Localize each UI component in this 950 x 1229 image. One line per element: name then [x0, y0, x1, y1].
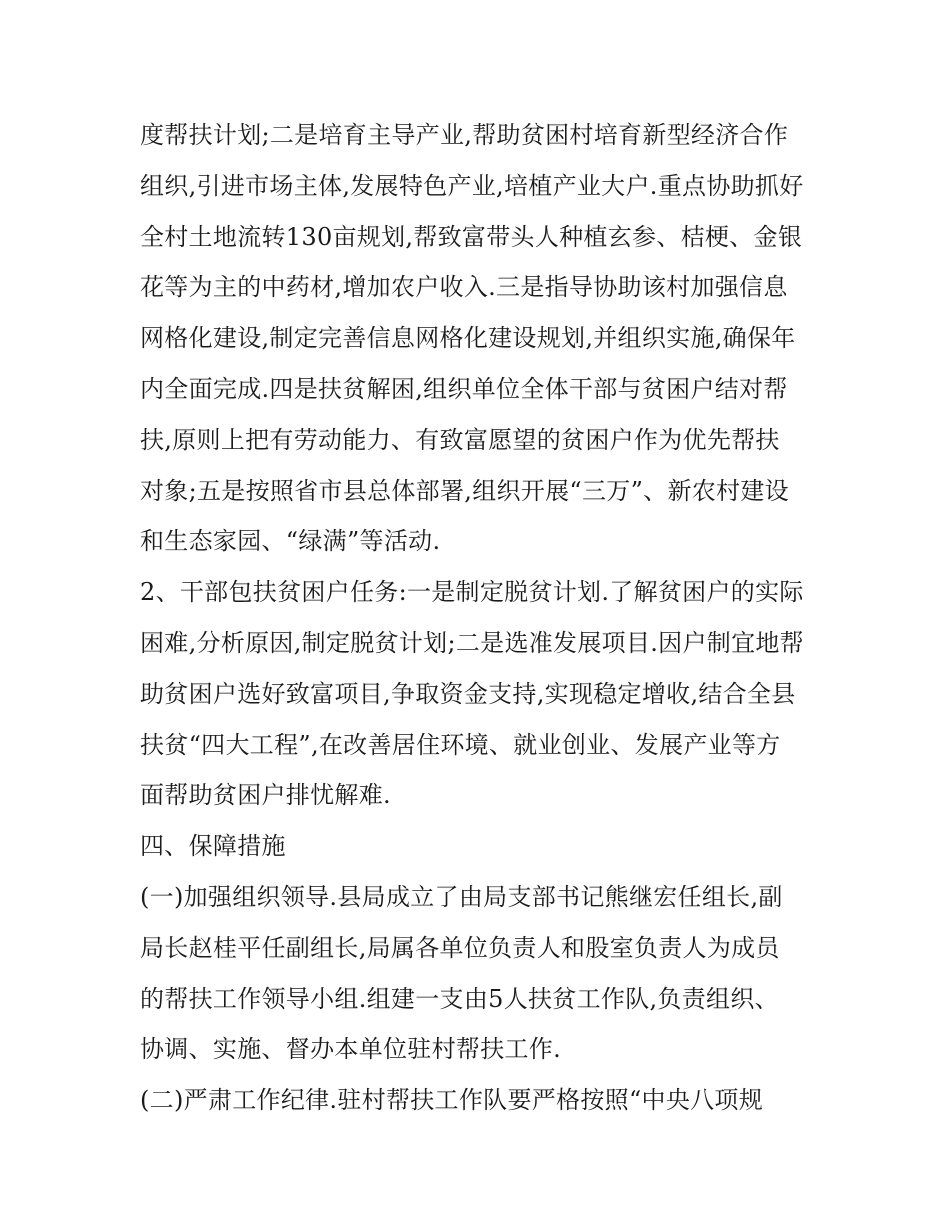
text-line: 度帮扶计划;二是培育主导产业,帮助贫困村培育新型经济合作	[140, 121, 789, 149]
text-line: 对象;五是按照省市县总体部署,组织开展“三万”、新农村建设	[140, 476, 789, 505]
text-line: 的帮扶工作领导小组.组建一支由5人扶贫工作队,负责组织、	[140, 984, 779, 1013]
text-line: 网格化建设,制定完善信息网格化建设规划,并组织实施,确保年	[140, 324, 796, 353]
text-line: 助贫困户选好致富项目,争取资金支持,实现稳定增收,结合全县	[140, 679, 796, 708]
text-line: 2、干部包扶贫困户任务:一是制定脱贫计划.了解贫困户的实际	[140, 578, 804, 607]
text-line: 内全面完成.四是扶贫解困,组织单位全体干部与贫困户结对帮	[140, 374, 788, 403]
text-line: 协调、实施、督办本单位驻村帮扶工作.	[140, 1035, 562, 1064]
document-body	[140, 110, 820, 1126]
text-line: 困难,分析原因,制定脱贫计划;二是选准发展项目.因户制宜地帮	[140, 628, 804, 657]
text-line: 全村土地流转130亩规划,帮致富带头人种植玄参、桔梗、金银	[140, 222, 803, 251]
text-line: 花等为主的中药材,增加农户收入.三是指导协助该村加强信息	[140, 273, 788, 302]
text-line: 局长赵桂平任副组长,局属各单位负责人和股室负责人为成员	[140, 933, 780, 962]
text-line: 和生态家园、“绿满”等活动.	[140, 527, 441, 556]
section-heading: 四、保障措施	[140, 832, 286, 861]
text-line: 扶贫“四大工程”,在改善居住环境、就业创业、发展产业等方	[140, 730, 781, 759]
text-line: 扶,原则上把有劳动能力、有致富愿望的贫困户作为优先帮扶	[140, 425, 780, 454]
text-line: 组织,引进市场主体,发展特色产业,培植产业大户.重点协助抓好	[140, 171, 804, 200]
text-line: 面帮助贫困户排忧解难.	[140, 781, 391, 810]
text-line: (一)加强组织领导.县局成立了由局支部书记熊继宏任组长,副	[140, 882, 783, 911]
text-line: (二)严肃工作纪律.驻村帮扶工作队要严格按照“中央八项规	[140, 1086, 764, 1115]
